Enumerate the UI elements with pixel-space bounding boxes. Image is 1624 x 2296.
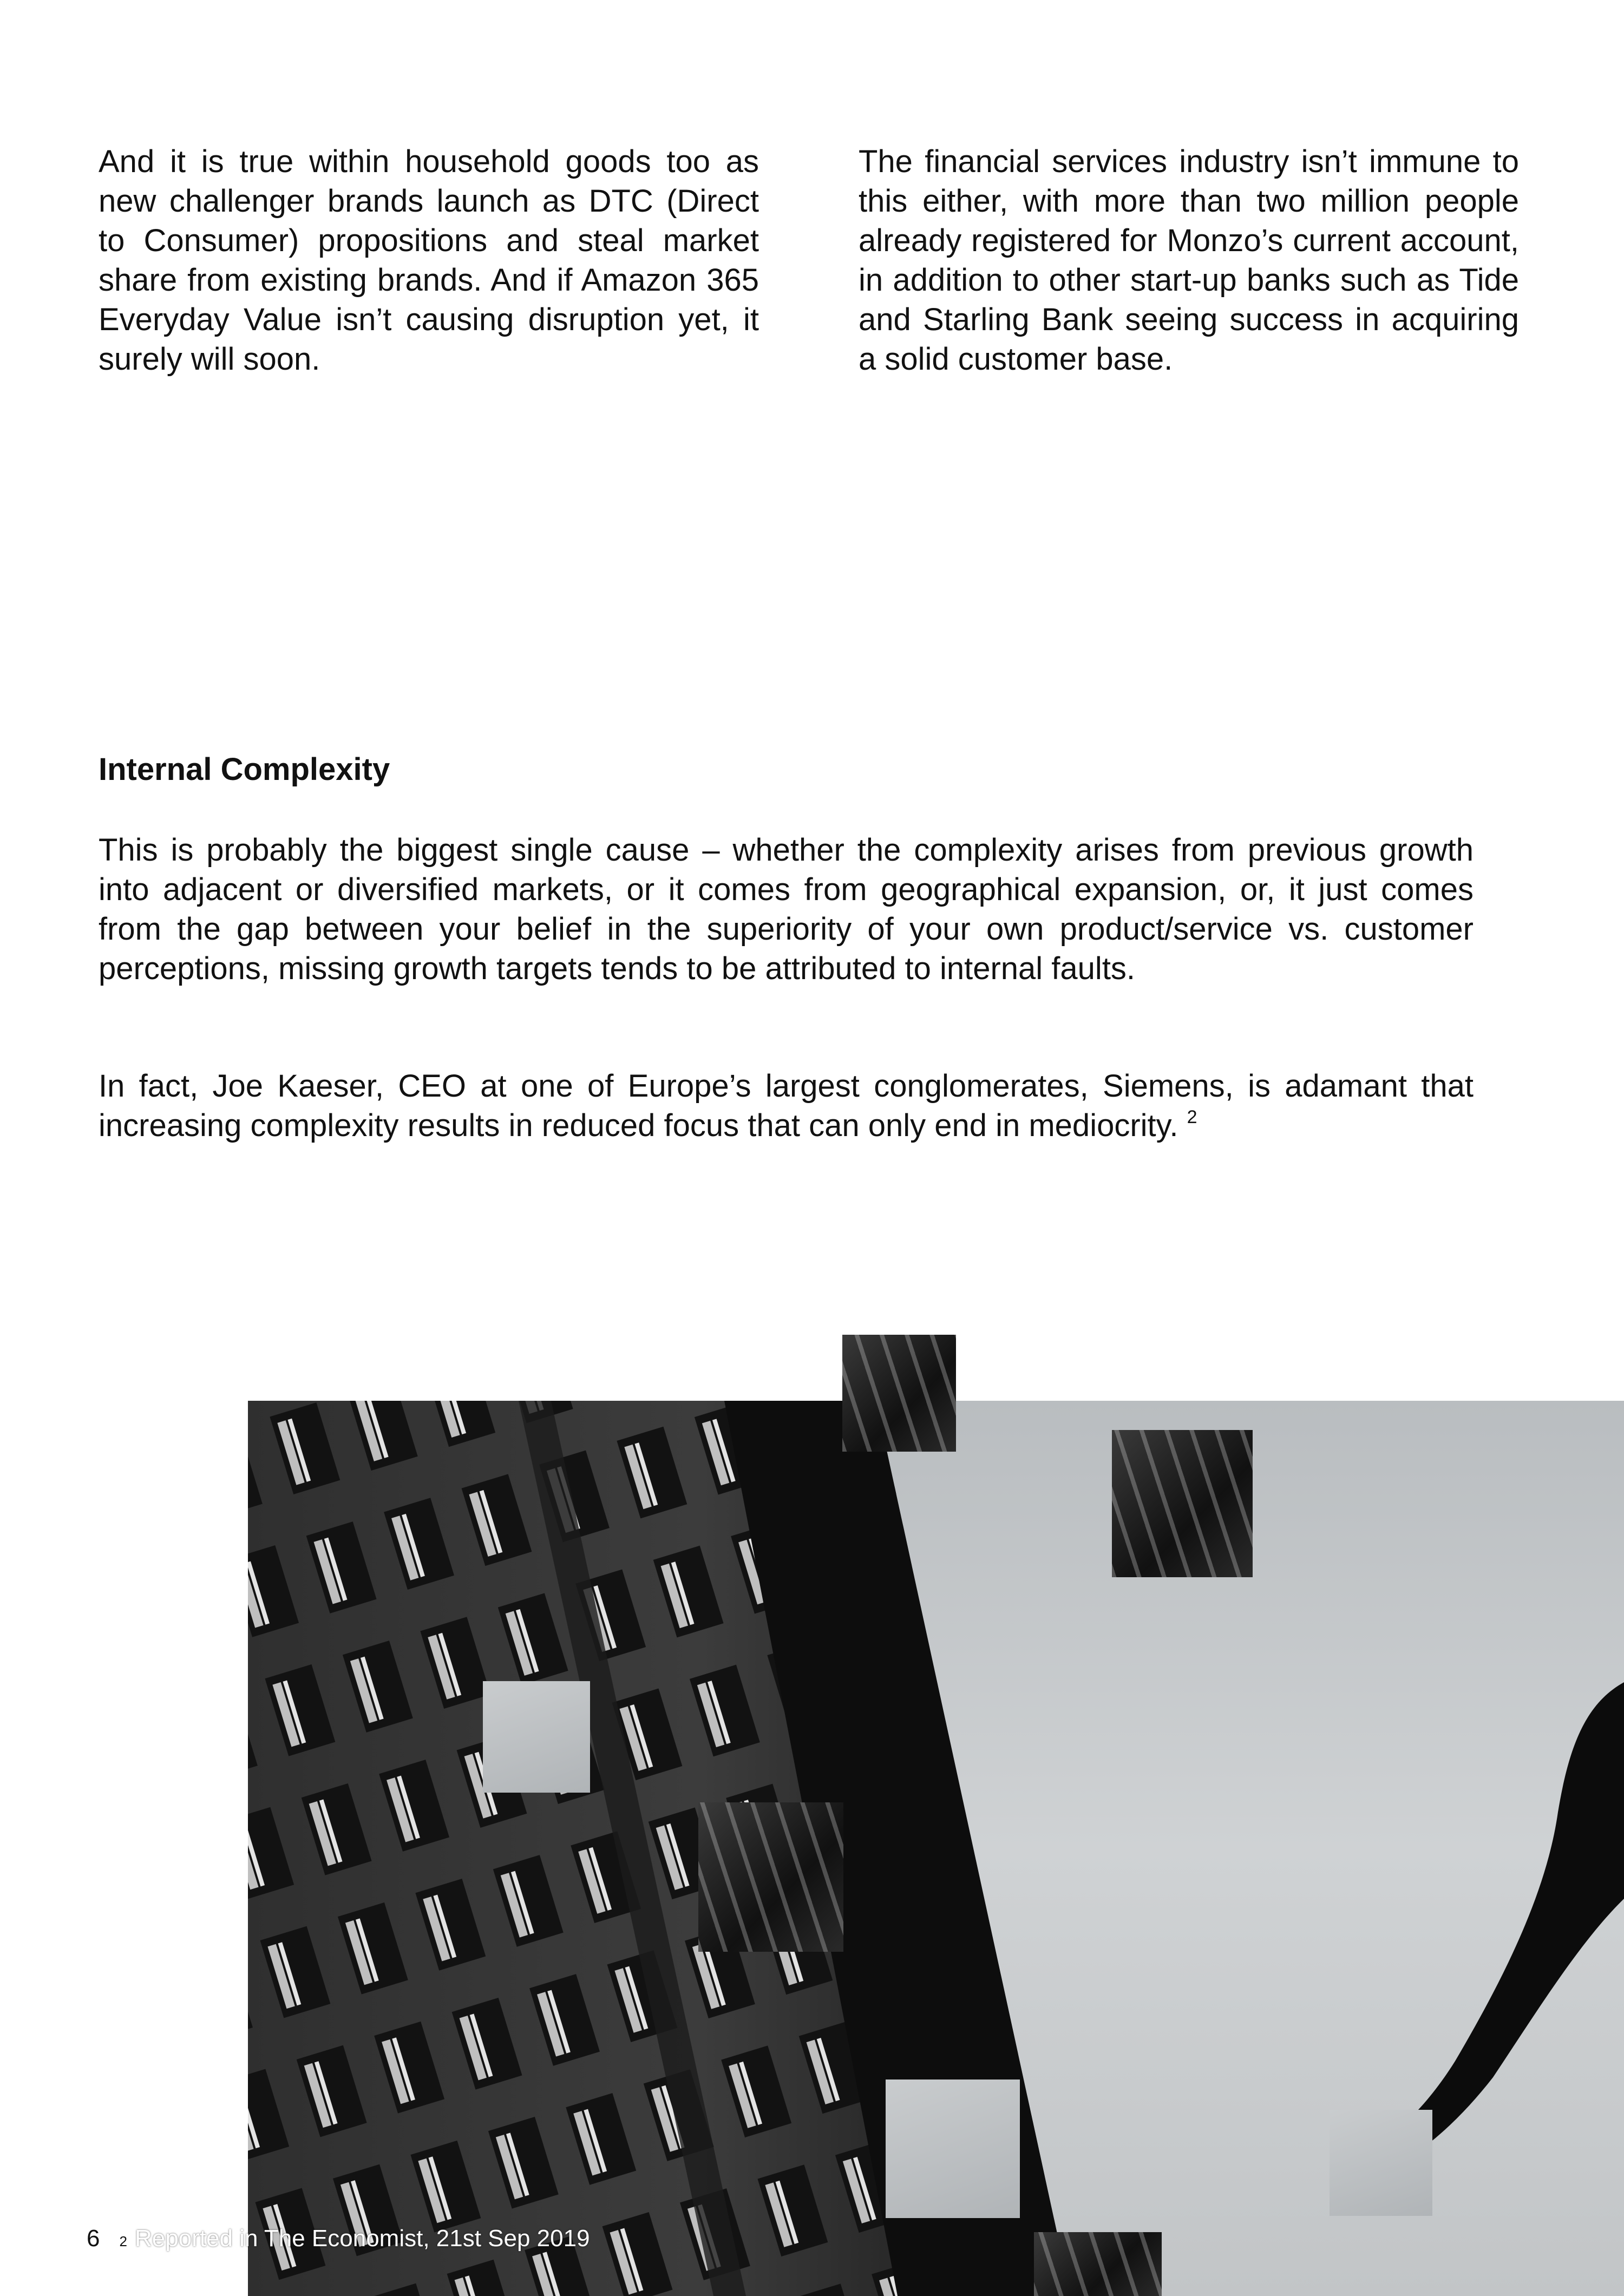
section-paragraph-2 [99, 1066, 1474, 1145]
photo-tile [886, 2079, 1020, 2218]
section-heading: Internal Complexity [99, 752, 390, 787]
photo-tile [842, 1335, 956, 1452]
left-column-text: And it is true within household goods too as new challenger brands launch as DTC (Direct to Consumer) propositions and steal market share from existing brands. And if Amazon 365 Everyday Value isn’t causing disruption yet, it surely will soon. [99, 144, 759, 377]
photo-tile [1112, 1430, 1253, 1577]
photo-tile [1034, 2232, 1162, 2296]
page-number: 6 [87, 2225, 100, 2252]
page-footer: 6 2 Reported in The Economist, 21st Sep 2019 [87, 2223, 590, 2254]
photo-tile [1330, 2110, 1432, 2216]
photo-tile [483, 1681, 590, 1793]
photo-tile [698, 1802, 843, 1952]
right-column-text: The financial services industry isn’t immune to this either, with more than two million people already registered for Monzo’s current account, in addition to other start-up banks such as Tide and Starling Bank seeing success in acquiring a solid customer base. [859, 144, 1519, 377]
paragraph-2-text: In fact, Joe Kaeser, CEO at one of Europe’s largest conglomerates, Siemens, is adamant that increasing complexity results in reduced focus that can only end in mediocrity. [99, 1068, 1474, 1143]
section-paragraph-1: This is probably the biggest single cause – whether the complexity arises from previous growth into adjacent or diversified markets, or it comes from geographical expansion, or, it just comes from the gap between your belief in the superiority of your own product/service vs. customer perceptions, missing growth targets tends to be attributed to internal faults. [99, 832, 1474, 986]
footnote-reference: 2 [1187, 1107, 1197, 1127]
footnote-text: Reported in The Economist, 21st Sep 2019 [134, 2225, 590, 2252]
